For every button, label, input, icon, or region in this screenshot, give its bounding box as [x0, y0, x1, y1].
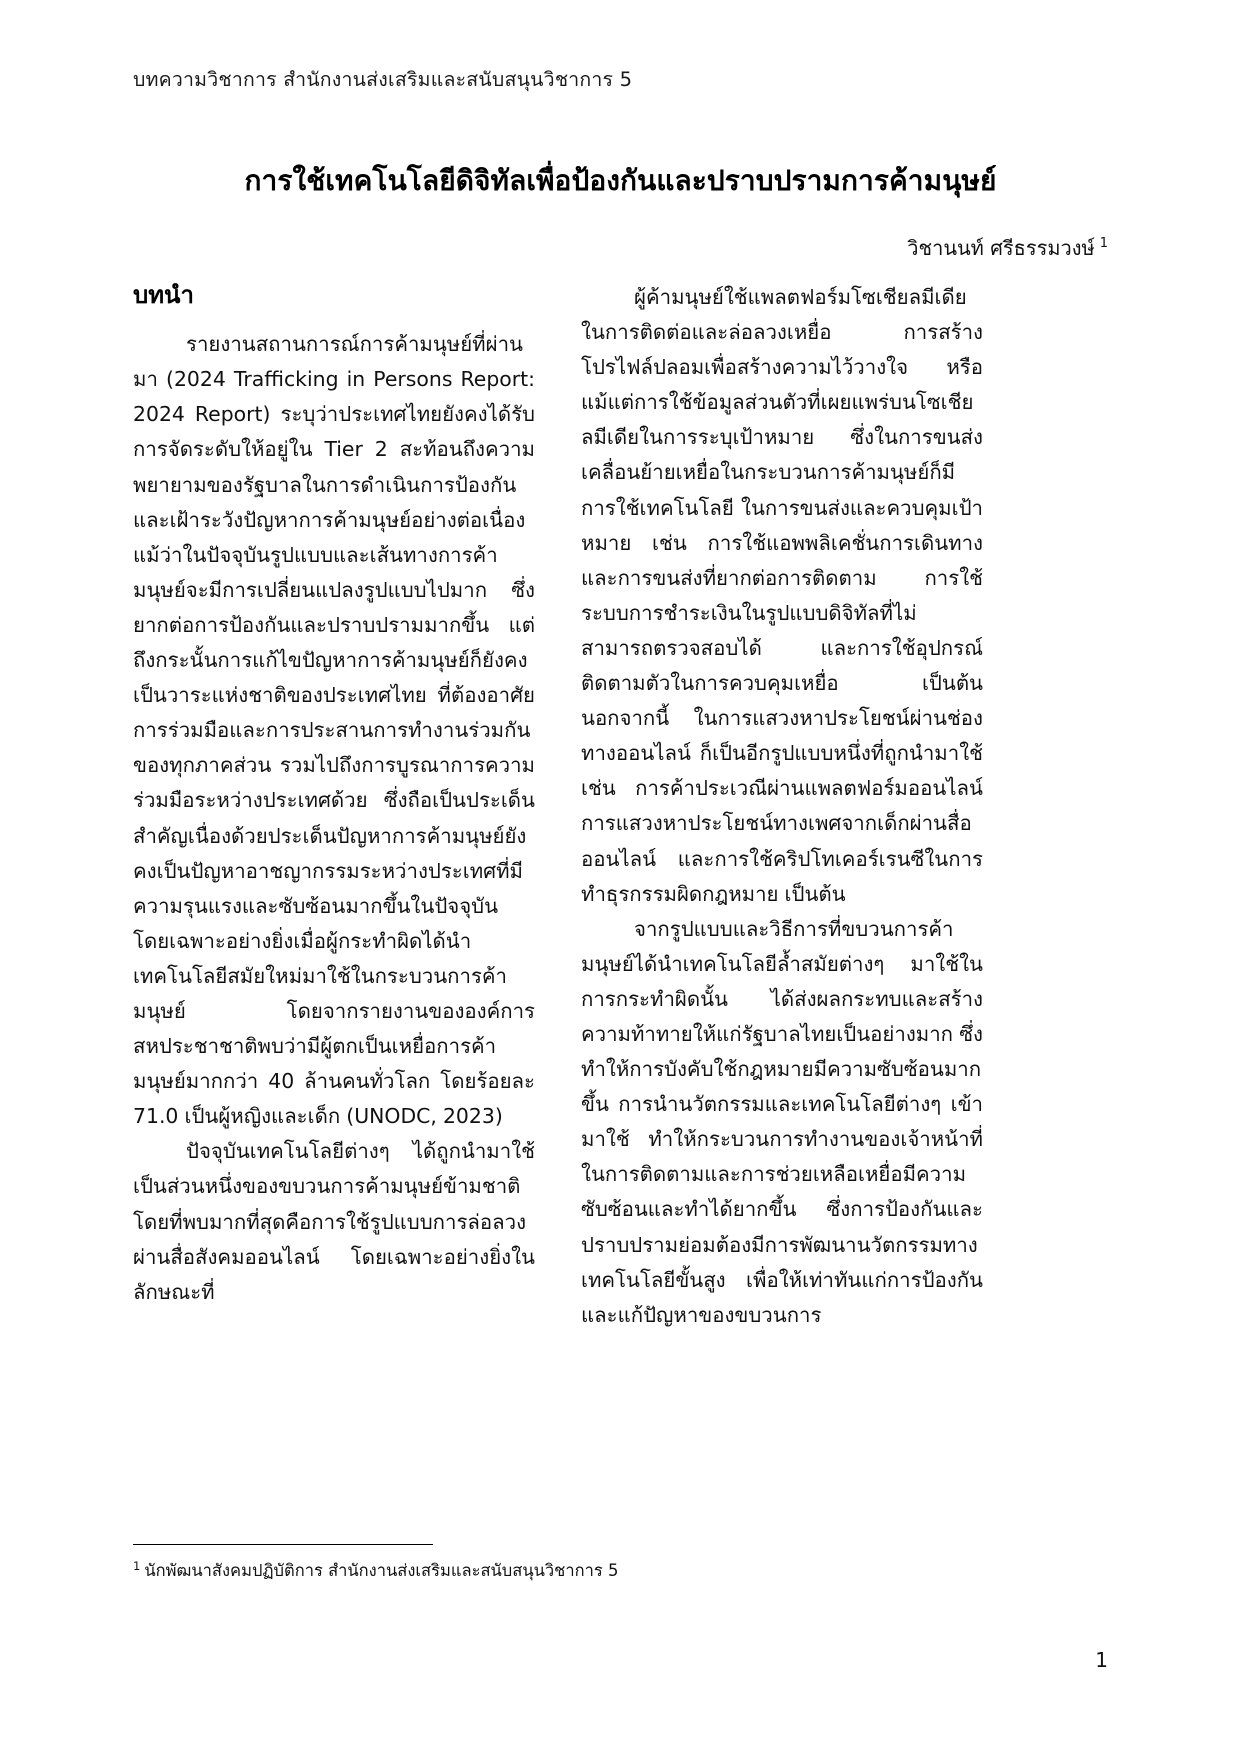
section-heading-intro: บทนำ	[133, 281, 194, 309]
footnote-marker: 1	[133, 1558, 141, 1573]
paragraph: จากรูปแบบและวิธีการที่ขบวนการค้ามนุษย์ได้นำเทคโนโลยีล้ำสมัยต่างๆ มาใช้ในการกระทำผิดนั้น ได้ส่งผลกระทบและสร้างความท้าทายให้แก่รัฐบาลไทยเป็นอย่างมาก ซึ่งทำให้การบังคับใช้กฎหมายมีความซับซ้อนมากขึ้น การนำนวัตกรรมและเทคโนโลยีต่างๆ เข้ามาใช้ ทำให้กระบวนการทำงานของเจ้าหน้าที่ในการติดตามและการช่วยเหลือเหยื่อมีความซับซ้อนและทำได้ยากขึ้น ซึ่งการป้องกันและปราบปรามย่อมต้องมีการพัฒนานวัตกรรมทางเทคโนโลยีขั้นสูง เพื่อให้เท่าทันแก่การป้องกันและแก้ปัญหาของขบวนการ	[581, 916, 983, 1327]
footnote-separator-rule	[133, 1544, 433, 1545]
paragraph: ผู้ค้ามนุษย์ใช้แพลตฟอร์มโซเชียลมีเดียในการติดต่อและล่อลวงเหยื่อ การสร้างโปรไฟล์ปลอมเพื่อสร้างความไว้วางใจ หรือแม้แต่การใช้ข้อมูลส่วนตัวที่เผยแพร่บนโซเชียลมีเดียในการระบุเป้าหมาย ซึ่งในการขนส่งเคลื่อนย้ายเหยื่อในกระบวนการค้ามนุษย์ก็มีการใช้เทคโนโลยี ในการขนส่งและควบคุมเป้าหมาย เช่น การใช้แอพพลิเคชั่นการเดินทางและการขนส่งที่ยากต่อการติดตาม การใช้ระบบการชำระเงินในรูปแบบดิจิทัลที่ไม่สามารถตรวจสอบได้ และการใช้อุปกรณ์ติดตามตัวในการควบคุมเหยื่อ เป็นต้น นอกจากนี้ ในการแสวงหาประโยชน์ผ่านช่องทางออนไลน์ ก็เป็นอีกรูปแบบหนึ่งที่ถูกนำมาใช้ เช่น การค้าประเวณีผ่านแพลตฟอร์มออนไลน์ การแสวงหาประโยชน์ทางเพศจากเด็กผ่านสื่อออนไลน์ และการใช้คริปโทเคอร์เรนซีในการทำธุรกรรมผิดกฎหมาย เป็นต้น	[581, 285, 983, 906]
author-byline	[907, 232, 1108, 264]
running-head: บทความวิชาการ สำนักงานส่งเสริมและสนับสนุนวิชาการ 5	[133, 68, 633, 91]
page-title: การใช้เทคโนโลยีดิจิทัลเพื่อป้องกันและปราบปรามการค้ามนุษย์	[244, 164, 997, 197]
paragraph: ปัจจุบันเทคโนโลยีต่างๆ ได้ถูกนำมาใช้เป็นส่วนหนึ่งของขบวนการค้ามนุษย์ข้ามชาติ โดยที่พบมากที่สุดคือการใช้รูปแบบการล่อลวงผ่านสื่อสังคมออนไลน์ โดยเฉพาะอย่างยิ่งในลักษณะที่	[133, 1139, 535, 1304]
footnote-text: นักพัฒนาสังคมปฏิบัติการ สำนักงานส่งเสริมและสนับสนุนวิชาการ 5	[144, 1561, 619, 1580]
footnote	[133, 1558, 619, 1584]
column-right	[581, 280, 983, 1333]
paragraph: รายงานสถานการณ์การค้ามนุษย์ที่ผ่านมา (2024 Trafficking in Persons Report: 2024 Report) ระบุว่าประเทศไทยยังคงได้รับการจัดระดับให้อยู่ใน Tier 2 สะท้อนถึงความพยายามของรัฐบาลในการดำเนินการป้องกันและเฝ้าระวังปัญหาการค้ามนุษย์อย่างต่อเนื่อง แม้ว่าในปัจจุบันรูปแบบและเส้นทางการค้ามนุษย์จะมีการเปลี่ยนแปลงรูปแบบไปมาก ซึ่งยากต่อการป้องกันและปราบปรามมากขึ้น แต่ถึงกระนั้นการแก้ไขปัญหาการค้ามนุษย์ก็ยังคงเป็นวาระแห่งชาติของประเทศไทย ที่ต้องอาศัยการร่วมมือและการประสานการทำงานร่วมกันของทุกภาคส่วน รวมไปถึงการบูรณาการความร่วมมือระหว่างประเทศด้วย ซึ่งถือเป็นประเด็นสำคัญเนื่องด้วยประเด็นปัญหาการค้ามนุษย์ยังคงเป็นปัญหาอาชญากรรมระหว่างประเทศที่มีความรุนแรงและซับซ้อนมากขึ้นในปัจจุบัน โดยเฉพาะอย่างยิ่งเมื่อผู้กระทำผิดได้นำเทคโนโลยีสมัยใหม่มาใช้ในกระบวนการค้ามนุษย์ โดยจากรายงานขององค์การสหประชาชาติพบว่ามีผู้ตกเป็นเหยื่อการค้ามนุษย์มากกว่า 40 ล้านคนทั่วโลก โดยร้อยละ 71.0 เป็นผู้หญิงและเด็ก (UNODC, 2023)	[133, 332, 535, 1129]
author-footnote-marker: 1	[1099, 236, 1108, 252]
page-number: 1	[1095, 1648, 1108, 1672]
two-column-body	[133, 280, 1108, 1420]
author-name: วิชานนท์ ศรีธรรมวงษ์	[907, 236, 1095, 260]
column-left	[133, 280, 535, 1310]
